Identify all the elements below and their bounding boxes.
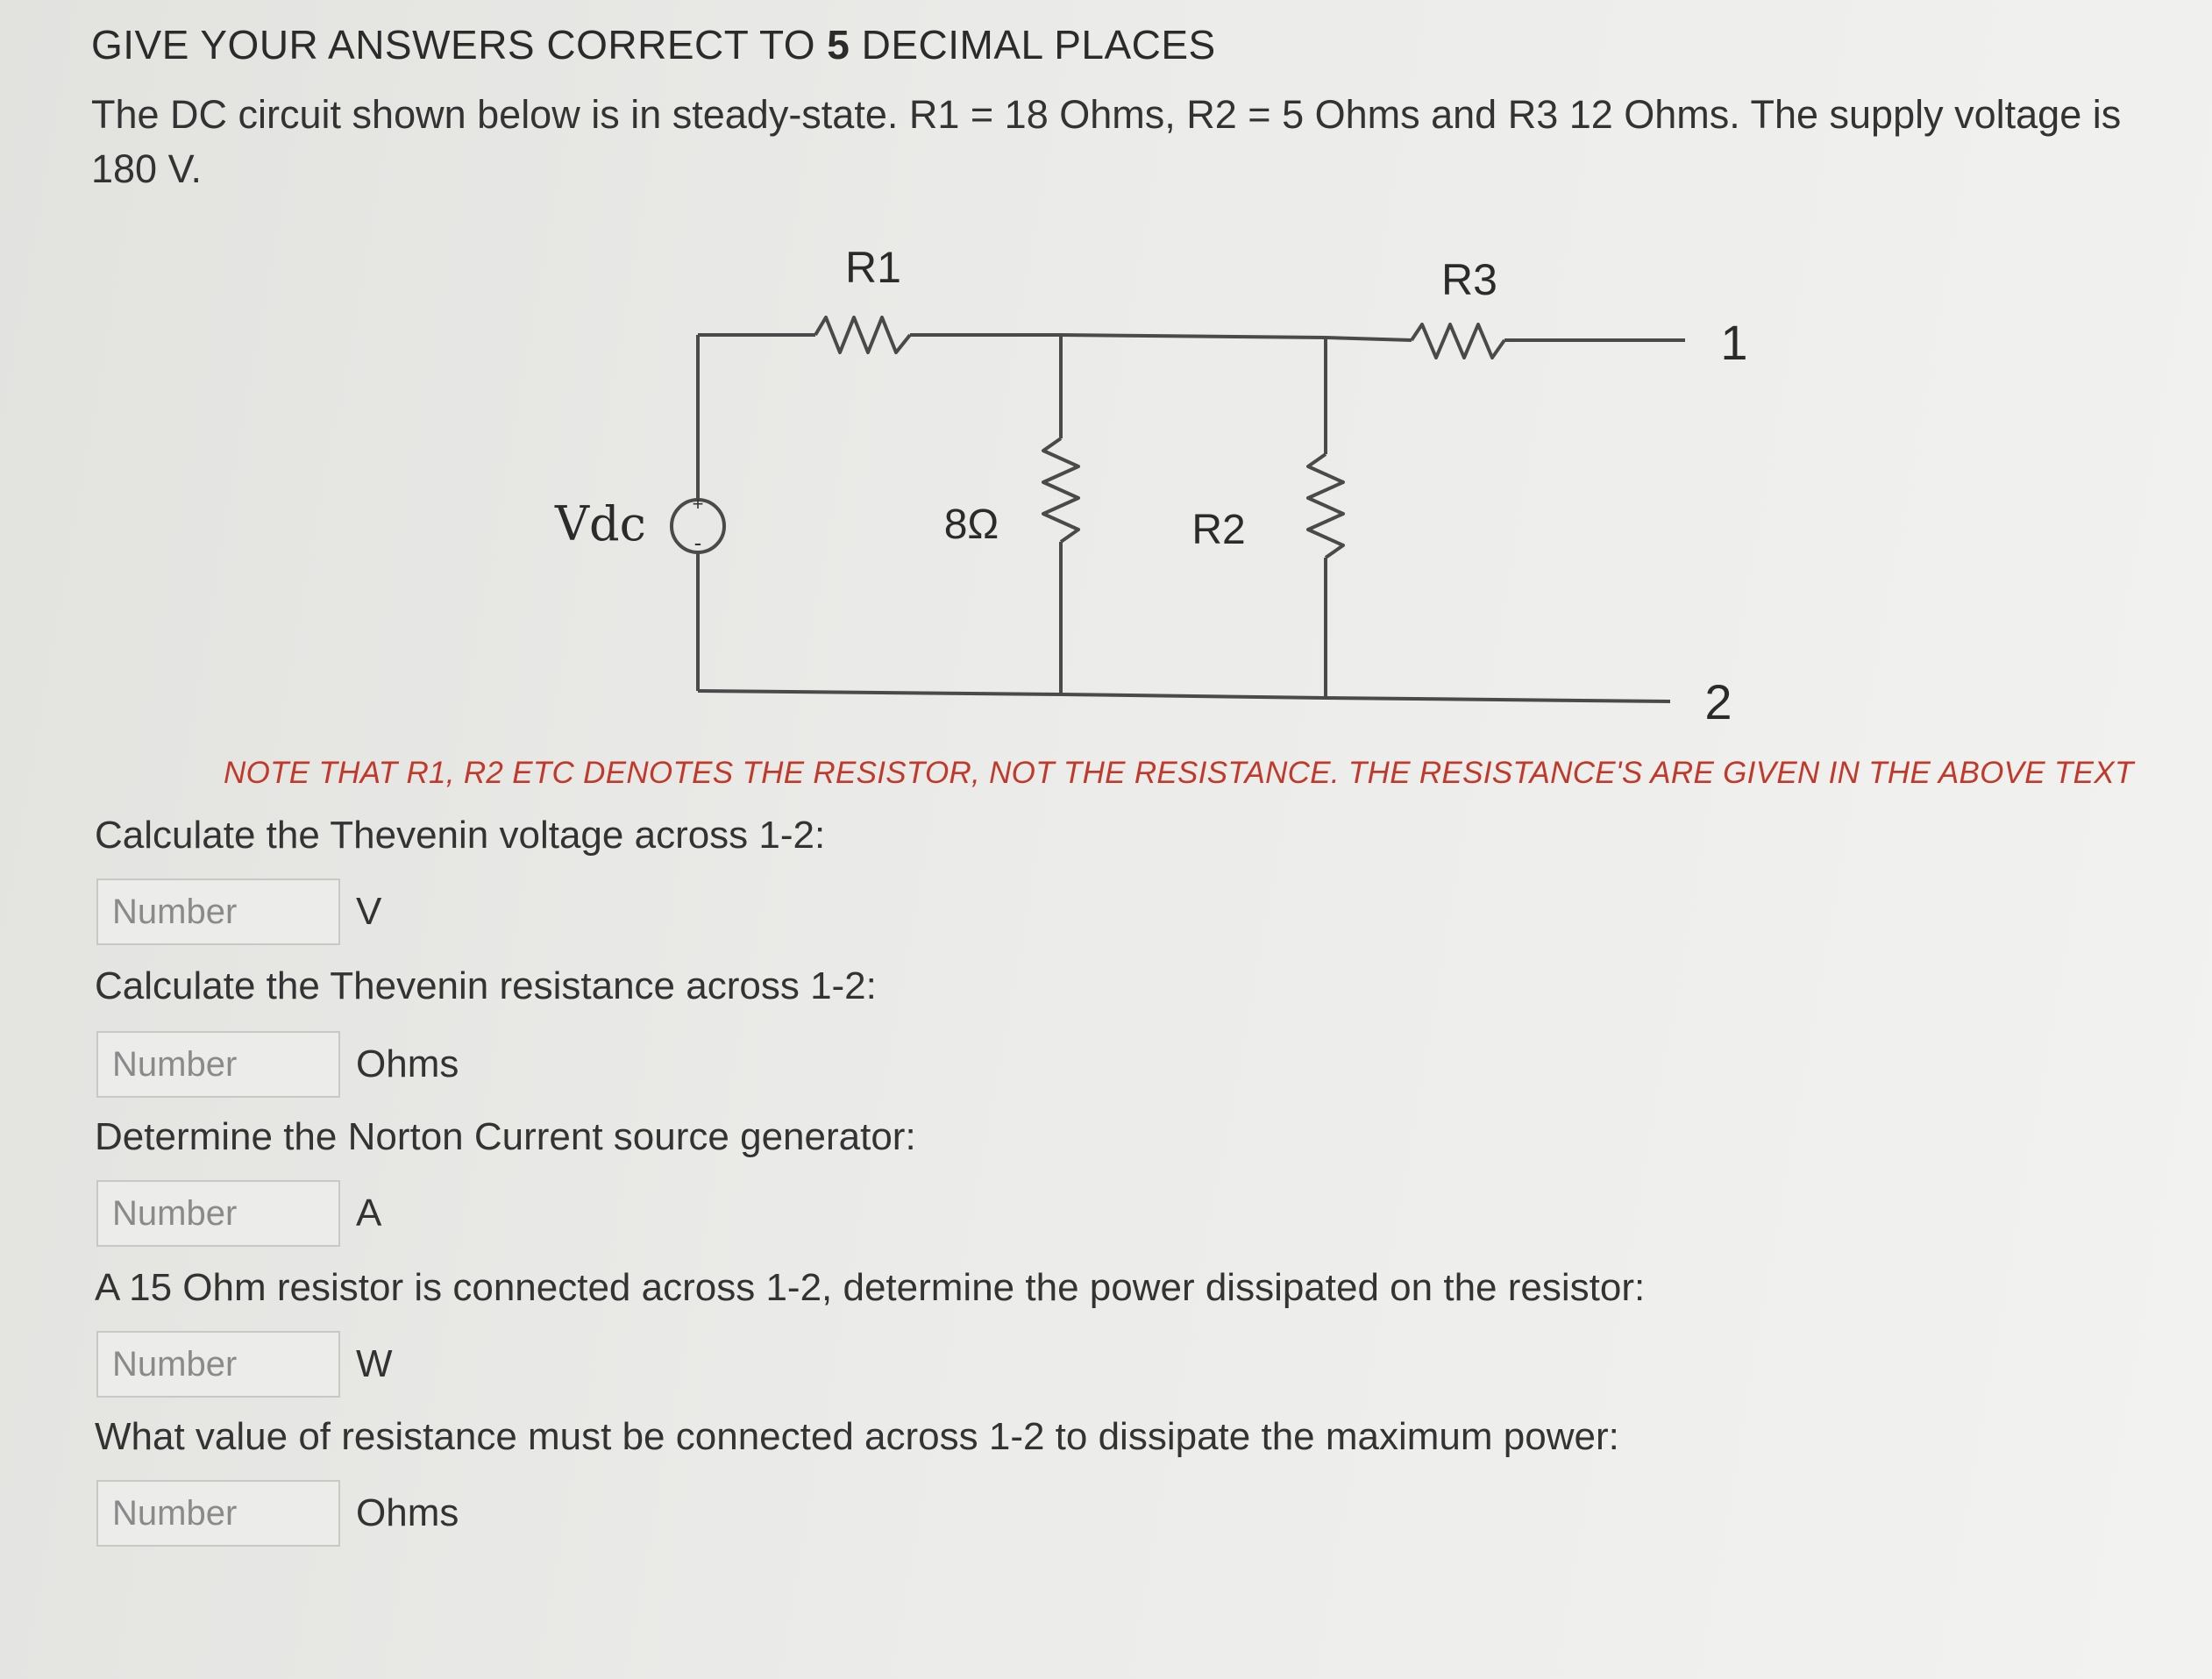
- instruction-prefix: GIVE YOUR ANSWERS CORRECT TO: [91, 22, 828, 68]
- answer-row-norton-current: [96, 1180, 381, 1247]
- question-power-dissipated: A 15 Ohm resistor is connected across 1-2, determine the power dissipated on the resistor:: [95, 1266, 1646, 1309]
- r3-label: R3: [1441, 255, 1497, 304]
- answer-row-max-power-resistance: [96, 1480, 459, 1547]
- thevenin-resistance-input[interactable]: [96, 1031, 340, 1098]
- unit-watts: W: [356, 1342, 393, 1385]
- power-dissipated-input[interactable]: [96, 1331, 340, 1398]
- source-plus-sign: +: [692, 493, 704, 515]
- answer-row-thevenin-resistance: [96, 1031, 459, 1098]
- instruction-suffix: DECIMAL PLACES: [850, 22, 1216, 68]
- answer-row-thevenin-voltage: [96, 879, 381, 945]
- question-thevenin-voltage: Calculate the Thevenin voltage across 1-2:: [95, 814, 826, 857]
- problem-statement: The DC circuit shown below is in steady-state. R1 = 18 Ohms, R2 = 5 Ohms and R3 12 Ohms. The supply voltage is 180 V.: [91, 92, 2122, 191]
- unit-ohms: Ohms: [356, 1042, 459, 1085]
- terminal-1-label: 1: [1720, 315, 1748, 370]
- fixed-resistor-label: 8Ω: [943, 502, 999, 548]
- thevenin-voltage-input[interactable]: [96, 879, 340, 945]
- resistor-note: NOTE THAT R1, R2 ETC DENOTES THE RESISTOR, NOT THE RESISTANCE. THE RESISTANCE'S ARE GIVEN IN THE ABOVE TEXT: [224, 756, 2134, 790]
- wire-top-middle: [910, 335, 1412, 340]
- resistor-r2: [1308, 454, 1343, 558]
- r2-label: R2: [1191, 507, 1246, 553]
- unit-ohms: Ohms: [356, 1491, 459, 1534]
- resistor-8ohm: [1043, 438, 1078, 542]
- norton-current-input[interactable]: [96, 1180, 340, 1247]
- terminal-2-label: 2: [1704, 674, 1732, 729]
- source-minus-sign: -: [693, 530, 702, 556]
- max-power-resistance-input[interactable]: [96, 1480, 340, 1547]
- answer-row-power-dissipated: [96, 1331, 393, 1398]
- r1-label: R1: [845, 243, 901, 292]
- question-thevenin-resistance: Calculate the Thevenin resistance across 1-2:: [95, 964, 877, 1007]
- instruction-heading: [91, 21, 1216, 68]
- source-label: Vdc: [555, 496, 646, 551]
- question-max-power-resistance: What value of resistance must be connected across 1-2 to dissipate the maximum power:: [95, 1415, 1619, 1458]
- question-norton-current: Determine the Norton Current source generator:: [95, 1115, 916, 1158]
- instruction-decimal-count: 5: [827, 22, 850, 68]
- wire-bottom: [698, 691, 1670, 701]
- resistor-r1: [815, 317, 910, 352]
- unit-volts: V: [356, 890, 382, 933]
- circuit-diagram: [526, 237, 1806, 745]
- resistor-r3: [1412, 324, 1504, 358]
- unit-amps: A: [356, 1192, 382, 1234]
